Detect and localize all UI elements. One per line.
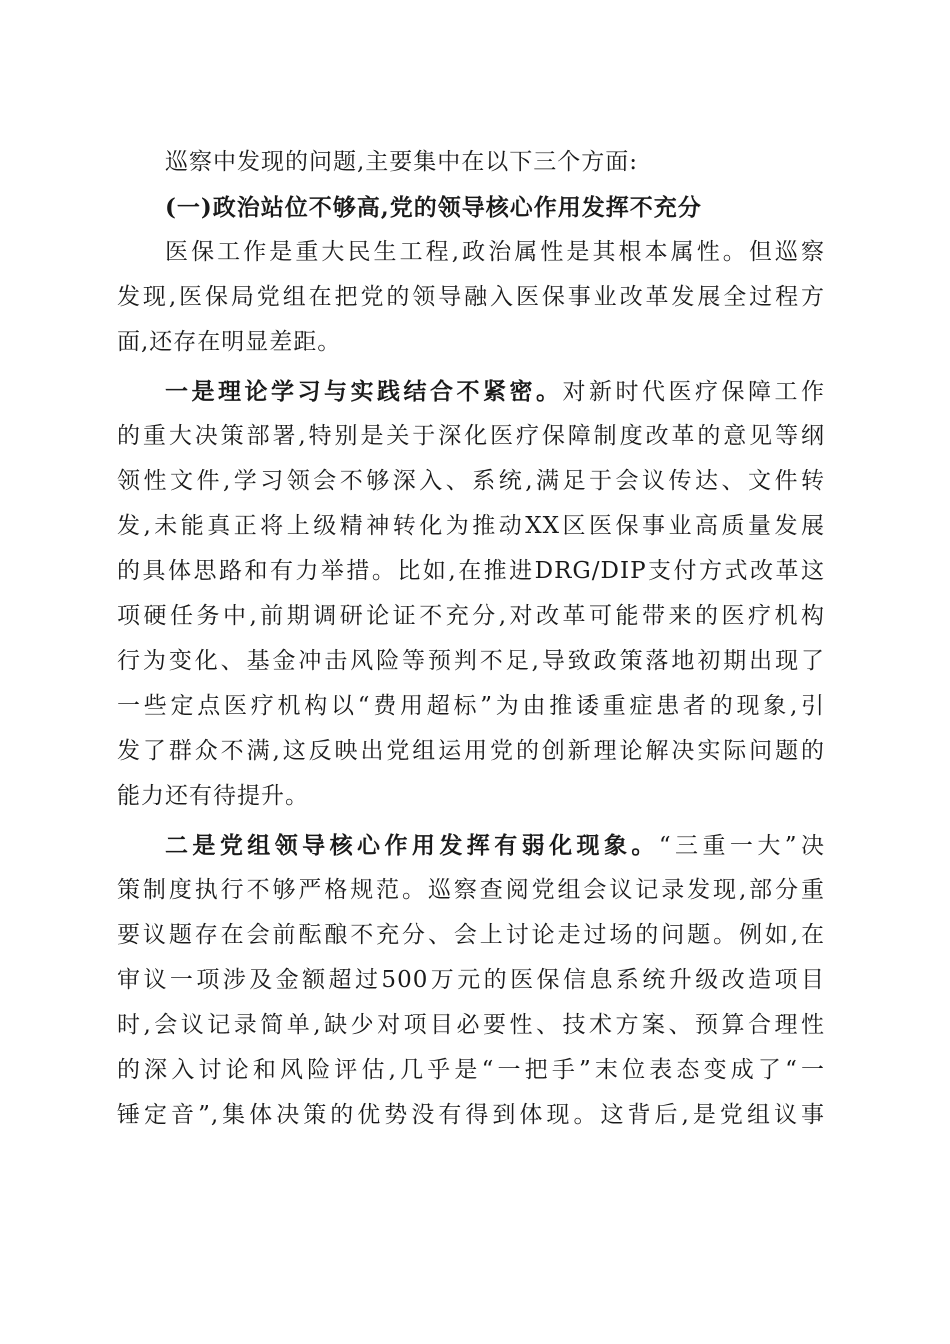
text-line: 医保工作是重大民生工程,政治属性是其根本属性。但巡察 [165,239,825,265]
text-line: 策制度执行不够严格规范。巡察查阅党组会议记录发现,部分重 [117,877,825,903]
paragraph-intro [117,140,825,185]
paragraph-point-two [117,823,825,1138]
text-line: 领性文件,学习领会不够深入、系统,满足于会议传达、文件转 [117,468,825,494]
section-heading [117,185,825,230]
document-body [117,140,825,1138]
text-line [117,823,825,868]
heading-line: (一)政治站位不够高,党的领导核心作用发挥不充分 [165,194,702,221]
text-line: 要议题存在会前酝酿不充分、会上讨论走过场的问题。例如,在 [117,922,825,948]
text-line: 发现,医保局党组在把党的领导融入医保事业改革发展全过程方 [117,284,825,310]
text-line: 面,还存在明显差距。 [117,329,342,355]
text-line: 的重大决策部署,特别是关于深化医疗保障制度改革的意见等纲 [117,423,825,449]
text-line: 的具体思路和有力举措。比如,在推进DRG/DIP支付方式改革这 [117,558,825,584]
text-line: 能力还有待提升。 [117,783,309,809]
text-span: 对新时代医疗保障工作 [562,379,825,405]
text-line [117,369,825,414]
text-line: 审议一项涉及金额超过500万元的医保信息系统升级改造项目 [117,967,825,993]
text-line: 行为变化、基金冲击风险等预判不足,导致政策落地初期出现了 [117,648,825,674]
point-two-lead: 二是党组领导核心作用发挥有弱化现象。 [165,832,659,859]
paragraph-point-one [117,369,825,819]
text-line: 锤定音”,集体决策的优势没有得到体现。这背后,是党组议事 [117,1102,825,1128]
text-line: 时,会议记录简单,缺少对项目必要性、技术方案、预算合理性 [117,1012,825,1038]
point-one-lead: 一是理论学习与实践结合不紧密。 [165,378,563,405]
text-line: 发了群众不满,这反映出党组运用党的创新理论解决实际问题的 [117,738,825,764]
text-line: 项硬任务中,前期调研论证不充分,对改革可能带来的医疗机构 [117,603,825,629]
text-line: 巡察中发现的问题,主要集中在以下三个方面: [165,149,639,175]
text-line: 一些定点医疗机构以“费用超标”为由推诿重症患者的现象,引 [117,693,825,719]
text-span: “三重一大”决 [658,833,825,859]
text-line: 发,未能真正将上级精神转化为推动XX区医保事业高质量发展 [117,513,825,539]
text-line: 的深入讨论和风险评估,几乎是“一把手”末位表态变成了“一 [117,1057,825,1083]
paragraph-overview [117,230,825,365]
